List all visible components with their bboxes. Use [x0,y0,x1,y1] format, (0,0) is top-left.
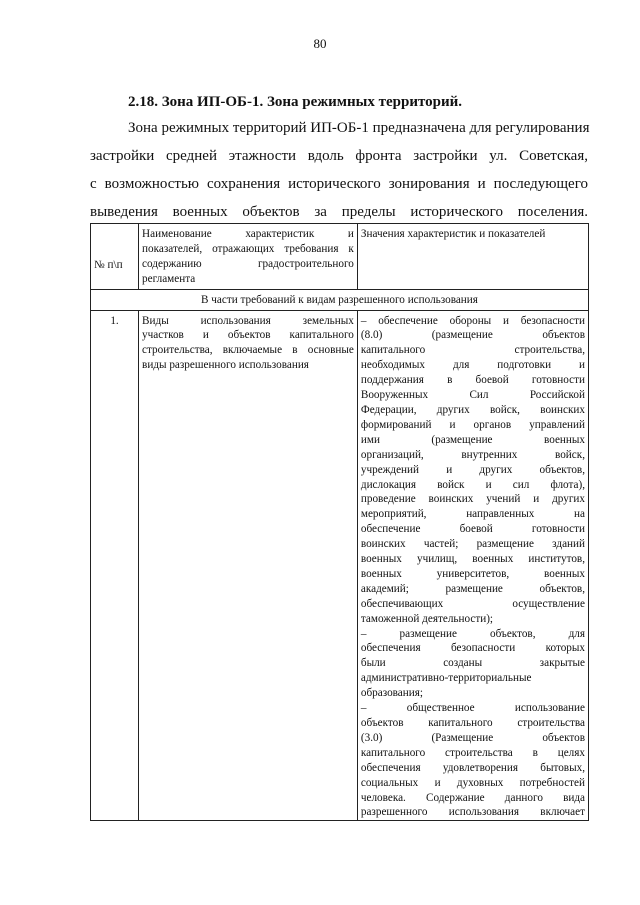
row-value-line: мероприятий, направленных на [360,508,585,521]
row-value-line: Вооруженных Сил Российской [360,389,585,402]
row-value-cell [357,310,588,821]
page-number: 80 [313,36,327,51]
row-value-line: поддержания в боевой готовности [360,374,585,387]
row-value-line: академий; размещение объектов, [360,582,585,595]
row-value-line: (3.0) (Размещение объектов [360,731,585,744]
header-value-cell: Значения характеристик и показателей [357,224,588,290]
row-value-line: капитального строительства, [360,344,585,357]
intro-line: с возможностью сохранения исторического зонирования и последующего [90,176,588,192]
row-value-line: обеспечивающих осуществление [360,597,585,610]
row-num-cell: 1. [91,310,139,821]
table-section-row [91,289,589,310]
row-value-line: организаций, внутренних войск, [360,448,585,461]
row-value-line: – размещение объектов, для [360,627,585,640]
table-header-row [91,224,589,290]
row-value-line: Федерации, других войск, воинских [360,403,585,416]
row-value-line: необходимых для подготовки и [360,359,585,372]
row-value-line: ими (размещение военных [360,433,585,446]
intro-line: Зона режимных территорий ИП-ОБ-1 предназначена для регулирования [128,120,590,136]
row-value-line: административно-территориальные [360,672,532,685]
row-value-line: образования; [360,687,423,700]
row-value-line: учреждений и других объектов, [360,463,585,476]
row-name-line: строительства, включаемые в основные [142,344,354,357]
row-value-line: капитального строительства в целях [360,746,585,759]
row-value-line: обеспечения безопасности которых [360,642,585,655]
header-name-line: регламента [142,272,196,285]
row-value-line: воинских частей; размещение зданий [360,538,585,551]
header-num-cell: № п\п [91,224,139,290]
row-value-line: – общественное использование [360,702,585,715]
section-title-cell: В части требований к видам разрешенного использования [91,289,589,310]
row-value-line: обеспечение боевой готовности [360,523,585,536]
row-name-line: виды разрешенного использования [142,359,309,372]
row-value-line: проведение воинских учений и других [360,493,585,506]
row-value-line: были созданы закрытые [360,657,585,670]
header-name-cell [139,224,358,290]
row-value-line: таможенной деятельности); [360,612,494,625]
row-value-line: военных университетов, военных [360,567,585,580]
intro-line: застройки средней этажности вдоль фронта застройки ул. Советская, [90,148,588,164]
intro-line: выведения военных объектов за пределы исторического поселения. [90,204,588,220]
header-name-line: содержанию градостроительного [142,257,354,270]
section-heading: 2.18. Зона ИП-ОБ-1. Зона режимных территорий. [128,94,463,110]
row-name-cell [139,310,358,821]
row-value-line: разрешенного использования включает [360,806,585,819]
row-value-line: обеспечения удовлетворения бытовых, [360,761,585,774]
row-name-line: Виды использования земельных [142,314,354,327]
row-value-line: объектов капитального строительства [360,717,585,729]
row-value-line: – обеспечение обороны и безопасности [360,314,585,327]
row-value-line: (8.0) (размещение объектов [360,329,585,342]
row-value-line: военных училищ, военных институтов, [360,553,585,566]
table-row [91,310,589,821]
regulations-table [90,223,589,821]
row-value-line: формирований и органов управлений [360,418,585,431]
row-value-line: социальных и духовных потребностей [360,776,585,789]
intro-paragraph [90,114,588,226]
header-name-line: Наименование характеристик и [142,228,354,240]
header-name-line: показателей, отражающих требования к [142,242,354,255]
row-name-line: участков и объектов капитального [142,329,354,342]
row-value-line: человека. Содержание данного вида [360,791,585,804]
row-value-line: дислокация войск и сил флота), [360,478,585,491]
